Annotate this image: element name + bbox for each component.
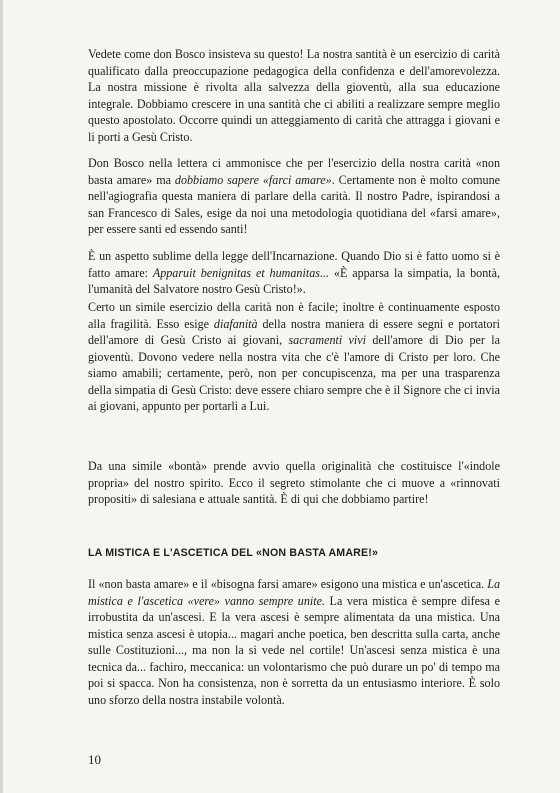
text-run: Il «non basta amare» e il «bisogna farsi amare» esigono una mistica e un'ascetica.	[88, 577, 488, 591]
page-edge-shadow	[0, 0, 3, 793]
text-run: . Certamente non è molto comune nell'agiografia questa maniera di parlare della carità. Il nostro Padre, ispirandosi a san Francesco di Sales, esige da noi una metodologia quotidiana del «farsi amare», per essere santi ed essendo santi!	[88, 172, 500, 237]
paragraph-6	[88, 576, 500, 708]
paragraph-3	[88, 248, 500, 298]
italic-run: Apparuit benignitas et humanitas...	[152, 265, 330, 280]
paragraph-1	[88, 46, 500, 145]
text-run: della nostra maniera di essere segni e portatori dell'amore di Gesù Cristo ai giovani,	[88, 316, 500, 348]
text-run: Don Bosco nella lettera ci ammonisce che per l'esercizio della nostra carità «non basta amare» ma	[88, 156, 500, 187]
text-run: È un aspetto sublime della legge dell'Incarnazione. Quando Dio si è fatto uomo si è fatto amare:	[88, 249, 500, 280]
text-run: dell'amore di Dio per la gioventù. Dovono vedere nella nostra vita che c'è l'amore di Cristo per loro. Che siamo amabili; certamente, però, non per concupiscenza, ma per una trasparenza della simpatia di Gesù Cristo: deve essere chiaro sempre che è il Signore che ci invia ai giovani, appunto per portarli a Lui.	[88, 333, 500, 414]
italic-run: dobbiamo sapere «farci amare»	[174, 172, 332, 187]
italic-run: La mistica e l'ascetica «vere» vanno sempre unite.	[88, 577, 500, 608]
italic-run: sacramenti vivi	[288, 333, 367, 348]
text-run: Certo un simile esercizio della carità non è facile; inoltre è continuamente esposto alla fragilità. Esso esige	[88, 300, 500, 331]
text-run: Vedete come don Bosco insisteva su questo! La nostra santità è un esercizio di carità qualificato dalla preoccupazione pedagogica della confidenza e dell'amorevolezza. La nostra missione è rivolta alla salvezza della gioventù, alla sua educazione integrale. Dobbiamo crescere in una santità che ci abiliti a realizzare sempre meglio questo apostolato. Occorre quindi un atteggiamento di carità che attragga i giovani e li porti a Gesù Cristo.	[88, 47, 500, 144]
text-run: La vera mistica è sempre difesa e irrobustita da un'ascesi. E la vera ascesi è sempre alimentata da una mistica. Una mistica senza ascesi è utopia... magari anche poetica, ben descritta sulla carta, anche sulle Costituzioni..., ma non la si vede nel cortile! Un'ascesi senza mistica è una tecnica da... fachiro, meccanica: un volontarismo che può durare un po' di tempo ma poi si spacca. Non ha consistenza, non è sorretta da un entusiasmo interiore. È solo uno sforzo della nostra instabile volontà.	[88, 593, 500, 707]
paragraph-4	[88, 299, 500, 415]
italic-run: diafanità	[213, 316, 258, 331]
paragraph-5	[88, 458, 500, 508]
text-run: «È apparsa la simpatia, la bontà, l'umanità del Salvatore nostro Gesù Cristo!».	[88, 265, 500, 297]
page-number: 10	[88, 752, 101, 767]
section-heading: LA MISTICA E L'ASCETICA DEL «NON BASTA AMARE!»	[88, 547, 379, 559]
paragraph-2	[88, 155, 500, 238]
text-run: Da una simile «bontà» prende avvio quella originalità che costituisce l'«indole propria» del nostro spirito. Ecco il segreto stimolante che ci muove a «rinnovati propositi» di salesiana e attuale santità. È di qui che dobbiamo partire!	[88, 459, 500, 507]
